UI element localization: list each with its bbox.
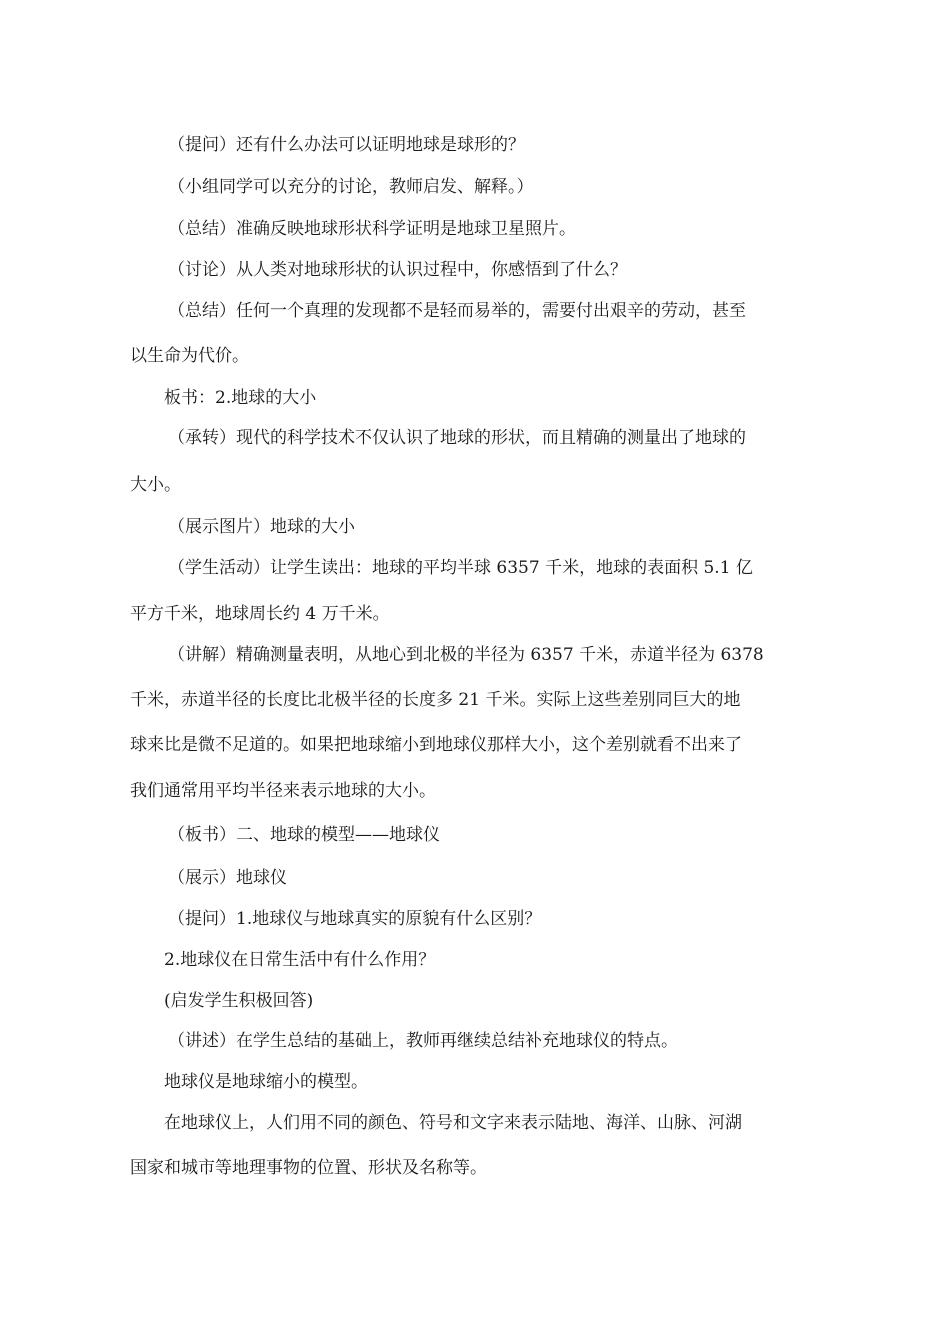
paragraph-line: （总结）准确反映地球形状科学证明是地球卫星照片。 bbox=[168, 219, 576, 239]
paragraph-line: 千米，赤道半径的长度比北极半径的长度多 21 千米。实际上这些差别同巨大的地 bbox=[130, 690, 741, 710]
paragraph-line: （讲解）精确测量表明，从地心到北极的半径为 6357 千米，赤道半径为 6378 bbox=[168, 645, 764, 665]
paragraph-line: （承转）现代的科学技术不仅认识了地球的形状，而且精确的测量出了地球的 bbox=[168, 428, 746, 448]
paragraph-line: （总结）任何一个真理的发现都不是轻而易举的，需要付出艰辛的劳动，甚至 bbox=[168, 301, 746, 321]
paragraph-line: 大小。 bbox=[130, 475, 181, 495]
paragraph-line: （展示图片）地球的大小 bbox=[168, 517, 355, 537]
paragraph-line: （讨论）从人类对地球形状的认识过程中，你感悟到了什么？ bbox=[168, 260, 627, 280]
paragraph-line: 我们通常用平均半径来表示地球的大小。 bbox=[130, 781, 436, 801]
paragraph-line: (启发学生积极回答) bbox=[164, 991, 314, 1011]
paragraph-line: 在地球仪上，人们用不同的颜色、符号和文字来表示陆地、海洋、山脉、河湖 bbox=[164, 1113, 742, 1133]
paragraph-line: 国家和城市等地理事物的位置、形状及名称等。 bbox=[130, 1158, 487, 1178]
paragraph-line: 地球仪是地球缩小的模型。 bbox=[164, 1072, 368, 1092]
paragraph-line: 球来比是微不足道的。如果把地球缩小到地球仪那样大小，这个差别就看不出来了 bbox=[130, 735, 742, 755]
paragraph-line: （提问）1.地球仪与地球真实的原貌有什么区别？ bbox=[168, 909, 542, 929]
paragraph-line: 平方千米，地球周长约 4 万千米。 bbox=[130, 604, 390, 624]
paragraph-line: （展示）地球仪 bbox=[168, 868, 287, 888]
paragraph-line: （板书）二、地球的模型——地球仪 bbox=[168, 825, 440, 845]
paragraph-line: （讲述）在学生总结的基础上，教师再继续总结补充地球仪的特点。 bbox=[168, 1031, 678, 1051]
paragraph-line: 以生命为代价。 bbox=[130, 346, 249, 366]
paragraph-line: （小组同学可以充分的讨论，教师启发、解释。） bbox=[168, 177, 534, 197]
paragraph-line: 板书：2.地球的大小 bbox=[164, 388, 317, 408]
paragraph-line: （提问）还有什么办法可以证明地球是球形的？ bbox=[168, 135, 525, 155]
paragraph-line: （学生活动）让学生读出：地球的平均半球 6357 千米，地球的表面积 5.1 亿 bbox=[168, 558, 753, 578]
paragraph-line: 2.地球仪在日常生活中有什么作用？ bbox=[164, 950, 436, 970]
